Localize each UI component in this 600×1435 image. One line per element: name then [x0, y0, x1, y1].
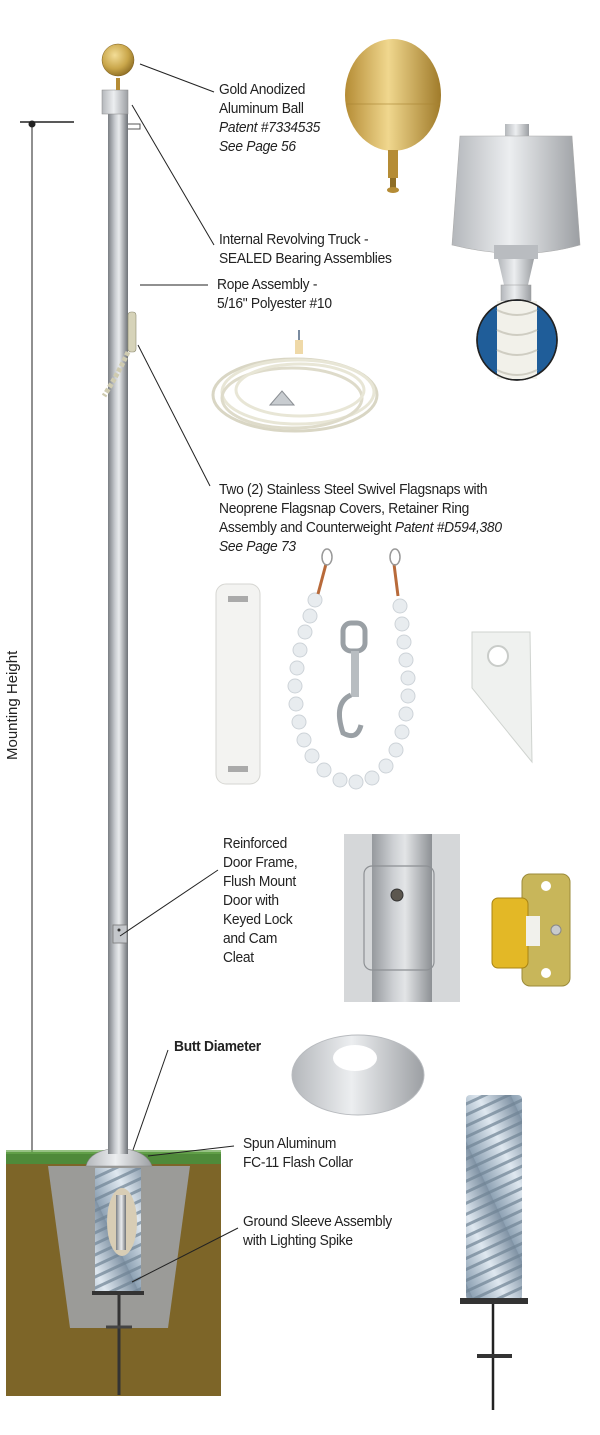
collar-callout-line2: FC-11 Flash Collar: [243, 1154, 353, 1171]
collar-callout-line1: Spun Aluminum: [243, 1135, 337, 1152]
ball-patent: Patent #7334535: [219, 119, 320, 136]
flagsnaps-callout-line1: Two (2) Stainless Steel Swivel Flagsnaps with: [219, 481, 488, 498]
door-callout: [223, 834, 297, 967]
ball-page-ref: See Page 56: [219, 138, 296, 155]
door-callout-line7: Cleat: [223, 949, 254, 966]
flagsnaps-callout: [219, 480, 502, 556]
mounting-height-label: Mounting Height: [4, 650, 21, 760]
door-callout-line4: Door with: [223, 892, 279, 909]
ground-cross-section: [6, 1148, 221, 1396]
door-callout-line2: Door Frame,: [223, 854, 298, 871]
rope-callout: [217, 275, 332, 313]
door-callout-line6: and Cam: [223, 930, 278, 947]
truck-product: [452, 124, 580, 310]
flagsnaps-page-ref: See Page 73: [219, 538, 296, 555]
ball-callout-line2: Aluminum Ball: [219, 100, 304, 117]
rope-coil: [213, 330, 377, 431]
flash-collar-product: [292, 1035, 424, 1115]
truck-callout: [219, 230, 392, 268]
rope-closeup: [477, 300, 557, 380]
door-closeup: [344, 834, 460, 1002]
flagsnap-parts: [216, 549, 532, 789]
flagsnaps-callout-line2: Neoprene Flagsnap Covers, Retainer Ring: [219, 500, 470, 517]
mounting-height-dimension: [20, 121, 74, 1167]
ball-callout-line1: Gold Anodized: [219, 81, 306, 98]
collar-callout: [243, 1134, 353, 1172]
ball-callout: [219, 80, 320, 156]
door-callout-line1: Reinforced: [223, 835, 287, 852]
butt-diameter-label: Butt Diameter: [174, 1038, 261, 1055]
truck-callout-line1: Internal Revolving Truck -: [219, 231, 369, 248]
sleeve-callout-line2: with Lighting Spike: [243, 1232, 353, 1249]
flagsnaps-callout-line3: Assembly and Counterweight: [219, 519, 392, 536]
door-callout-line3: Flush Mount: [223, 873, 296, 890]
rope-callout-line1: Rope Assembly -: [217, 276, 318, 293]
ground-sleeve-product: [460, 1095, 528, 1410]
cam-cleat: [492, 874, 570, 986]
rope-callout-line2: 5/16" Polyester #10: [217, 295, 332, 312]
truck-callout-line2: SEALED Bearing Assemblies: [219, 250, 392, 267]
sleeve-callout: [243, 1212, 392, 1250]
door-callout-line5: Keyed Lock: [223, 911, 293, 928]
flagsnaps-patent: Patent #D594,380: [394, 519, 502, 536]
sleeve-callout-line1: Ground Sleeve Assembly: [243, 1213, 392, 1230]
gold-ball-icon: [102, 44, 134, 76]
flagpole-shaft: [102, 44, 140, 1154]
gold-ball-product: [345, 39, 441, 193]
